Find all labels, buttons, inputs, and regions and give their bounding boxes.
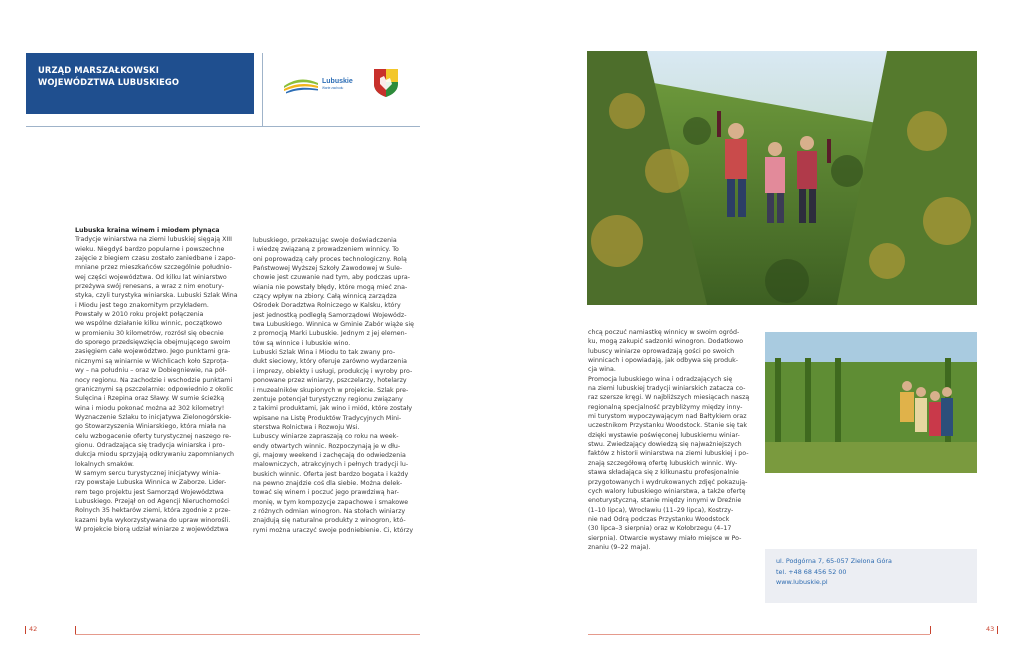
contact-info (776, 556, 892, 588)
article-column-3 (588, 328, 758, 552)
institution-title-line1: URZĄD MARSZAŁKOWSKI (38, 65, 159, 75)
article-text-line: uczestnikom Przystanku Woodstock. Stanie się tak (588, 422, 747, 430)
footer-tick-left (25, 626, 26, 634)
article-column-1 (75, 226, 243, 534)
article-text-line: rzy powstaje Lubuska Winnica w Zaborze. Lider- (75, 479, 227, 487)
article-text-line: W samym sercu turystycznej inicjatywy winia- (75, 469, 221, 477)
article-text-line: dzięki wystawie poświęconej lubuskiemu winiar- (588, 431, 740, 439)
article-text-line: we wspólne działanie kilku winnic, początkowo (75, 320, 223, 328)
article-text-line: wpisane na Listę Produktów Tradycyjnych Mini- (253, 414, 402, 422)
page-number-left: 42 (29, 625, 38, 633)
article-text-line: w promieniu 30 kilometrów, rozrósł się obecnie (75, 329, 224, 337)
article-text-line: na ziemi lubuskiej tradycji winiarskich zatacza co- (588, 385, 746, 393)
article-text-line: lokalnych smaków. (75, 460, 135, 468)
article-text-line: raz szersze kręgi. W najbliższych miesiącach naszą (588, 394, 750, 402)
header-divider-vertical (262, 53, 263, 127)
coat-of-arms-icon (373, 68, 399, 98)
article-text-line: Lubuscy winiarze zapraszają co roku na week- (253, 433, 399, 441)
footer-rule-left (75, 634, 420, 635)
svg-text:Lubuskie: Lubuskie (322, 78, 353, 85)
article-text-line: Sulęcina i Rzepina oraz Sławy. W sumie ścieżką (75, 395, 225, 403)
article-text-line: go Stowarzyszenia Winiarskiego, która miała na (75, 423, 226, 431)
article-text-line: do sporego przedsięwzięcia obejmującego swoim (75, 339, 231, 347)
article-text-line: Lubuskiego. Przejął on od Agencji Nieruchomości (75, 497, 230, 505)
article-text-line: dukcja miodu sprzyjają odkrywaniu zapomnianych (75, 451, 235, 459)
article-text-line: faktów z historii winiarstwa na ziemi lubuskiej i po- (588, 450, 749, 458)
article-text-line: rymi można uraczyć swoje podniebienie. Ci, którzy (253, 526, 414, 534)
article-text-line: zentuje potencjał turystyczny regionu związany (253, 395, 403, 403)
article-text-line: (30 lipca–3 sierpnia) oraz w Kołobrzegu (4–17 (588, 525, 732, 533)
article-text-line: czący wpływ na zbiory. Całą winnicą zarządza (253, 293, 397, 301)
article-text-line: cych walory lubuskiego winiarstwa, a także ofertę (588, 487, 746, 495)
article-text-line: i muzealników skupionych w projekcie. Szlak pre- (253, 386, 409, 394)
page-number-right: 43 (986, 625, 995, 633)
article-text-line: gionu. Odradzająca się tradycja winiarska i pro- (75, 441, 225, 449)
article-text-line: sterstwa Rolnictwa i Rozwoju Wsi. (253, 423, 360, 431)
article-text-line: wieku. Niegdyś bardzo popularne i powszechne (75, 245, 225, 253)
article-text-line: dukt sieciowy, który oferuje zarówno wydarzenia (253, 358, 407, 366)
article-text-line: winnicach i opowiadają, jak odbywa się produk- (588, 357, 739, 365)
article-text-line: wiania nie powstały błędy, które mogą mieć zna- (253, 283, 408, 291)
article-text-line: lubuskiego, przekazując swoje doświadczenia (253, 237, 397, 244)
article-text-line: na pewno znajdzie coś dla siebie. Można delek- (253, 479, 403, 487)
institution-title-line2: WOJEWÓDZTWA LUBUSKIEGO (38, 77, 180, 87)
contact-phone: tel. +48 68 456 52 00 (776, 567, 847, 576)
article-text-line: tować się winem i poczuć jego prawdziwą har- (253, 489, 399, 497)
footer-tick-right-inner (930, 626, 931, 634)
article-text-line: przygotowanych i wydrukowanych zdjęć pokazują- (588, 478, 748, 486)
svg-text:Warte zachodu: Warte zachodu (322, 86, 344, 90)
article-text-line: Promocja lubuskiego wina i odradzających się (588, 375, 733, 383)
article-text-line: z takimi produktami, jak wino i miód, które zostały (253, 405, 413, 413)
lubuskie-logo (282, 72, 354, 96)
article-text-line: oni poprowadzą cały proces technologiczny. Rolą (253, 255, 407, 263)
institution-title (38, 64, 248, 88)
article-text-line: jest jednostką podległą Samorządowi Wojewódz- (253, 311, 407, 319)
article-text-line: buskich winnic. Oferta jest bardzo bogata i każdy (253, 470, 409, 478)
article-text-line: z promocją Marki Lubuskie. Jednym z jej elemen- (253, 330, 407, 338)
article-text-line: wina i miodu pokonać można aż 302 kilometry! (75, 404, 225, 412)
article-text-line: zajęcie z biegiem czasu zostało zaniedbane i zapo- (75, 255, 236, 263)
article-text-line: celu wzbogacenie oferty turystycznej naszego re- (75, 432, 232, 440)
article-text-line: Lubuski Szlak Wina i Miodu to tak zwany pro- (253, 349, 396, 357)
article-text-line: twa Lubuskiego. Winnica w Gminie Zabór wiąże się (253, 321, 415, 329)
article-text-line: mniane przez mieszkańców szczególnie południo- (75, 264, 232, 272)
vineyard-group-photo (765, 332, 977, 473)
article-text-line: ponowane przez winiarzy, pszczelarzy, hotelarzy (253, 377, 407, 385)
article-text-line: stawa składająca się z kilkunastu profesjonalnie (588, 469, 739, 477)
article-text-line: styka, czyli turystyka winiarska. Lubuski Szlak Wina (75, 292, 238, 300)
article-text-line: i wiedzę związaną z prowadzeniem winnicy. To (253, 246, 399, 254)
article-text-line: i Miodu jest tego znakomitym przykładem. (75, 301, 209, 309)
contact-website[interactable]: www.lubuskie.pl (776, 578, 828, 586)
article-text-line: z różnych odmian winogron. Na stołach winiarzy (253, 507, 406, 515)
footer-tick-left-inner (75, 626, 76, 634)
article-text-line: endy otwartych winnic. Rozpoczynają je w dłu- (253, 442, 401, 450)
article-text-line: tów są winnice i lubuskie wino. (253, 339, 351, 347)
column-1-lines (75, 235, 243, 534)
article-text-line: (1–10 lipca), Wrocławiu (11–29 lipca), Kostrzy- (588, 506, 734, 514)
article-text-line: granicznymi są pszczelarnie: odpowiednio z okolic (75, 385, 234, 393)
article-text-line: sierpnia). Otwarcie wystawy miało miejsce w Po- (588, 534, 742, 542)
footer-tick-right (997, 626, 998, 634)
article-text-line: Tradycje winiarstwa na ziemi lubuskiej sięgają XIII (75, 236, 232, 244)
article-text-line: Ośrodek Doradztwa Rolniczego w Kalsku, który (253, 302, 401, 310)
contact-address: ul. Podgórna 7, 65-057 Zielona Góra (776, 557, 892, 565)
article-text-line: enoturystyczną, stanie między innymi w Dreźnie (588, 497, 742, 505)
article-column-2 (253, 236, 421, 535)
article-text-line: Wyznaczenie Szlaku to inicjatywa Zielonogórskie- (75, 413, 232, 421)
article-text-line: znaniu (9–22 maja). (588, 543, 651, 551)
article-text-line: kazami była wykorzystywana do upraw winorośli. (75, 516, 231, 524)
article-text-line: i imprezy, obiekty i usługi, produkcję i wyroby pro- (253, 367, 413, 375)
article-text-line: Państwowej Wyższej Szkoły Zawodowej w Sule- (253, 265, 403, 273)
article-text-line: wej części województwa. Od kilku lat winiarstwo (75, 273, 227, 281)
article-text-line: znają szczegółową ofertę lubuskich winnic. Wy- (588, 459, 738, 467)
footer-rule-right (588, 634, 930, 635)
article-text-line: przeżywa swój renesans, a wraz z nim enotury- (75, 283, 225, 291)
column-3-lines (588, 328, 758, 552)
article-text-line: lubuscy winiarze oprowadzają gości po swoich (588, 347, 735, 355)
article-text-line: regionalną specjalność przybliżymy między inny- (588, 403, 743, 411)
article-heading: Lubuska kraina winem i miodem płynąca (75, 227, 220, 234)
article-text-line: nocy regionu. Na zachodzie i wschodzie punktami (75, 376, 233, 384)
article-text-line: monię, w tym kompozycje zapachowe i smakowe (253, 498, 409, 506)
article-text-line: zasięgiem całe województwo. Jego punktami gra- (75, 348, 231, 356)
article-text-line: stwu. Zwiedzający dowiedzą się najważniejszych (588, 441, 742, 449)
article-text-line: mi turystom wypoczywającym nad Bałtykiem oraz (588, 413, 747, 421)
article-text-line: znajdują się naturalne produkty z winogron, któ- (253, 517, 406, 525)
article-text-line: cja wina. (588, 366, 616, 374)
article-text-line: ku, mogą zakupić sadzonki winogron. Dodatkowo (588, 338, 744, 346)
header-divider-horizontal (26, 126, 420, 127)
article-text-line: malowniczych, atrakcyjnych i pełnych tradycji lu- (253, 461, 409, 469)
column-2-lines (253, 236, 421, 535)
article-text-line: chowie jest czuwanie nad tym, aby podczas upra- (253, 274, 411, 282)
article-text-line: nicznymi są winiarnie w Wichlicach koło Szproța- (75, 357, 229, 365)
vineyard-jumping-photo (587, 51, 977, 305)
article-text-line: W projekcie biorą udział winiarze z województwa (75, 526, 229, 533)
article-text-line: chcą poczuć namiastkę winnicy w swoim ogród- (588, 329, 740, 336)
article-text-line: Rolnych 35 hektarów ziemi, która zgodnie z prze- (75, 507, 231, 515)
article-text-line: nie nad Odrą podczas Przystanku Woodstock (588, 515, 730, 523)
article-text-line: gi, majowy weekend i zachęcają do odwiedzenia (253, 451, 406, 459)
article-text-line: Powstały w 2010 roku projekt połączenia (75, 311, 204, 319)
article-text-line: rem tego projektu jest Samorząd Województwa (75, 488, 224, 496)
article-text-line: wy – na południu – oraz w Dobiegniewie, na pół- (75, 367, 227, 375)
